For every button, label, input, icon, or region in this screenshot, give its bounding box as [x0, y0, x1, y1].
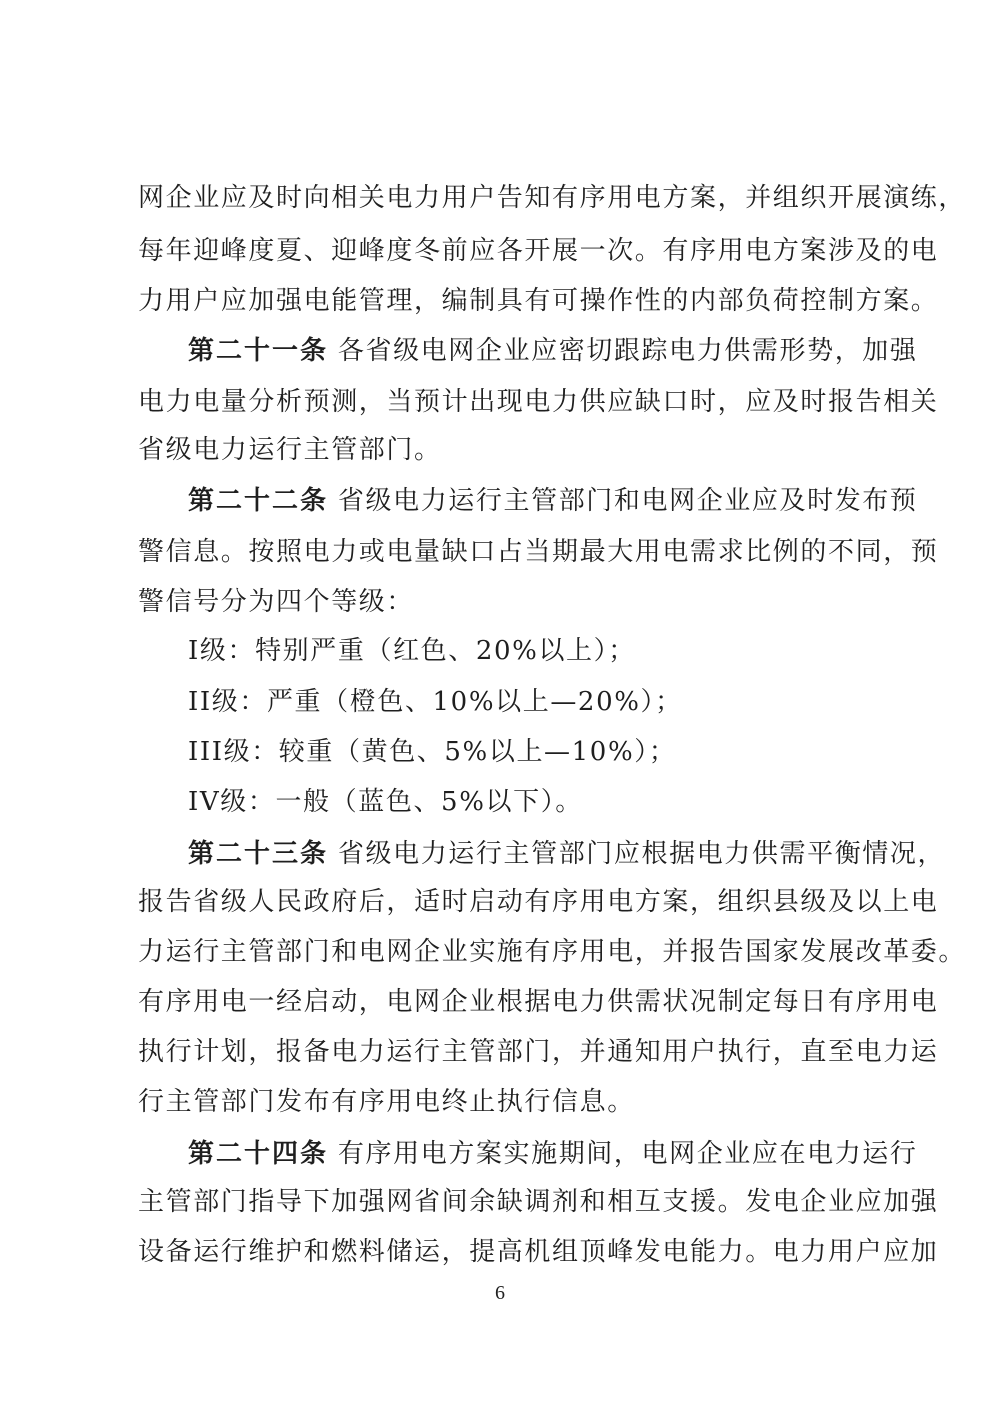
article-23-text: 省级电力运行主管部门应根据电力供需平衡情况， — [337, 839, 946, 869]
body-line: 网企业应及时向相关电力用户告知有序用电方案，并组织开展演练， — [138, 183, 967, 213]
article-23-line: 报告省级人民政府后，适时启动有序用电方案，组织县级及以上电 — [138, 887, 939, 917]
article-23-line: 行主管部门发布有序用电终止执行信息。 — [138, 1087, 635, 1117]
article-21-heading: 第二十一条 — [188, 336, 329, 366]
article-22-line: 警信息。按照电力或电量缺口占当期最大用电需求比例的不同，预 — [138, 537, 939, 567]
article-21-text: 各省级电网企业应密切跟踪电力供需形势，加强 — [337, 336, 918, 366]
warning-level-1: I级：特别严重（红色、20%以上）； — [188, 636, 636, 666]
warning-level-4: IV级：一般（蓝色、5%以下）。 — [188, 787, 583, 817]
article-23-line: 有序用电一经启动，电网企业根据电力供需状况制定每日有序用电 — [138, 987, 939, 1017]
article-22-heading: 第二十二条 — [188, 486, 329, 516]
page-number: 6 — [495, 1282, 505, 1304]
article-22-line: 警信号分为四个等级： — [138, 587, 415, 617]
article-21-line: 省级电力运行主管部门。 — [138, 435, 442, 465]
article-24-first-line — [188, 1137, 918, 1171]
article-23-line: 执行计划，报备电力运行主管部门，并通知用户执行，直至电力运 — [138, 1037, 939, 1067]
article-23-heading: 第二十三条 — [188, 839, 329, 869]
article-24-line: 设备运行维护和燃料储运，提高机组顶峰发电能力。电力用户应加 — [138, 1237, 939, 1267]
article-24-heading: 第二十四条 — [188, 1139, 329, 1169]
article-21-first-line — [188, 334, 918, 368]
article-21-line: 电力电量分析预测，当预计出现电力供应缺口时，应及时报告相关 — [138, 387, 939, 417]
warning-level-3: III级：较重（黄色、5%以上—10%）； — [188, 737, 677, 767]
body-line: 力用户应加强电能管理，编制具有可操作性的内部负荷控制方案。 — [138, 286, 939, 316]
article-23-line: 力运行主管部门和电网企业实施有序用电，并报告国家发展改革委。 — [138, 937, 967, 967]
article-23-first-line — [188, 837, 946, 871]
warning-level-2: II级：严重（橙色、10%以上—20%）； — [188, 687, 683, 717]
article-22-first-line — [188, 484, 918, 518]
article-24-line: 主管部门指导下加强网省间余缺调剂和相互支援。发电企业应加强 — [138, 1187, 939, 1217]
body-line: 每年迎峰度夏、迎峰度冬前应各开展一次。有序用电方案涉及的电 — [138, 236, 939, 266]
article-22-text: 省级电力运行主管部门和电网企业应及时发布预 — [337, 486, 918, 516]
article-24-text: 有序用电方案实施期间，电网企业应在电力运行 — [337, 1139, 918, 1169]
